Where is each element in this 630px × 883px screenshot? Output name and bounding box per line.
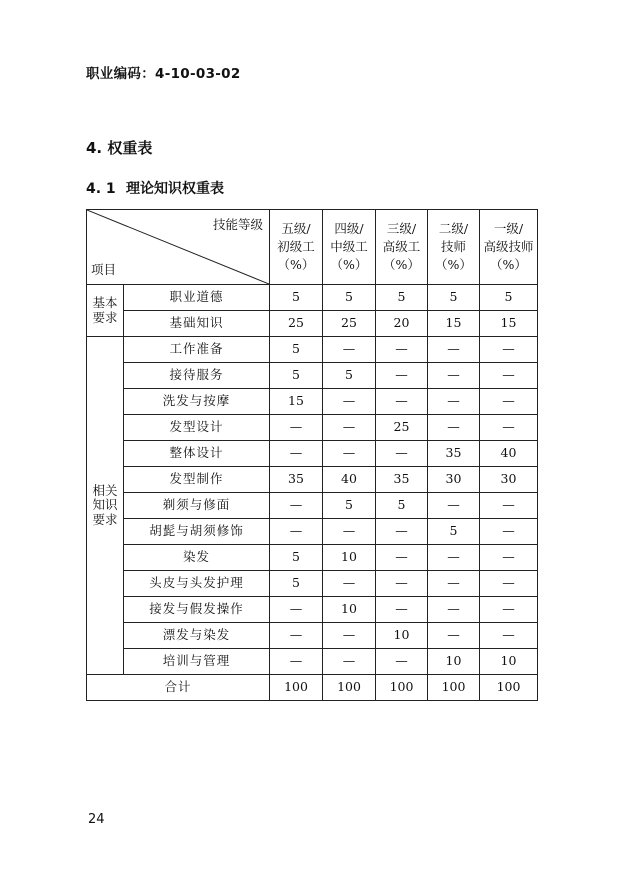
weight-cell: — (323, 571, 376, 597)
weight-cell: — (376, 571, 428, 597)
total-cell: 100 (270, 675, 323, 701)
level-header: 二级/ 技师 （%） (428, 210, 480, 285)
weight-cell: 25 (270, 311, 323, 337)
corner-label-skill-level: 技能等级 (212, 217, 263, 232)
weight-cell: — (428, 545, 480, 571)
item-name-cell: 发型设计 (124, 415, 270, 441)
weight-cell: 5 (376, 493, 428, 519)
weight-cell: — (376, 337, 428, 363)
weight-cell: — (428, 493, 480, 519)
weight-cell: — (323, 415, 376, 441)
table-row (87, 467, 538, 493)
table-row (87, 337, 538, 363)
weight-cell: — (323, 519, 376, 545)
total-cell: 100 (428, 675, 480, 701)
weight-cell: — (376, 389, 428, 415)
table-row (87, 415, 538, 441)
subsection-title: 理论知识权重表 (126, 181, 224, 197)
item-name-cell: 漂发与染发 (124, 623, 270, 649)
group-related-knowledge: 相关 知识 要求 (87, 337, 124, 675)
corner-label-item: 项目 (91, 261, 117, 277)
weight-cell: — (480, 337, 538, 363)
weight-cell: — (270, 597, 323, 623)
item-name-cell: 胡髭与胡须修饰 (124, 519, 270, 545)
weight-cell: — (428, 337, 480, 363)
weight-cell: — (376, 649, 428, 675)
table-row (87, 363, 538, 389)
total-label: 合计 (87, 675, 270, 701)
table-row (87, 649, 538, 675)
weight-cell: — (480, 571, 538, 597)
weight-cell: 5 (480, 285, 538, 311)
table-row (87, 311, 538, 337)
weight-cell: — (323, 441, 376, 467)
item-name-cell: 工作准备 (124, 337, 270, 363)
weight-cell: — (270, 649, 323, 675)
level-header: 三级/ 高级工 （%） (376, 210, 428, 285)
weight-cell: — (480, 493, 538, 519)
weight-cell: — (323, 337, 376, 363)
weight-cell: — (428, 623, 480, 649)
weight-cell: — (480, 545, 538, 571)
weight-cell: 5 (270, 285, 323, 311)
table-row (87, 389, 538, 415)
weight-cell: 5 (376, 285, 428, 311)
weight-cell: 10 (428, 649, 480, 675)
section-title: 4. 权重表 (86, 139, 153, 157)
weight-cell: 30 (480, 467, 538, 493)
item-name-cell: 整体设计 (124, 441, 270, 467)
weight-cell: — (323, 649, 376, 675)
weight-cell: 5 (270, 571, 323, 597)
item-name-cell: 职业道德 (124, 285, 270, 311)
weight-cell: — (480, 363, 538, 389)
weight-cell: — (376, 519, 428, 545)
weight-cell: — (480, 597, 538, 623)
item-name-cell: 染发 (124, 545, 270, 571)
item-name-cell: 基础知识 (124, 311, 270, 337)
weight-cell: — (480, 623, 538, 649)
weight-cell: 30 (428, 467, 480, 493)
weight-cell: 5 (428, 519, 480, 545)
weight-cell: 25 (323, 311, 376, 337)
weight-cell: 15 (270, 389, 323, 415)
table-row (87, 623, 538, 649)
weight-cell: — (376, 545, 428, 571)
table-header-row (87, 210, 538, 285)
weight-cell: 15 (428, 311, 480, 337)
total-row (87, 675, 538, 701)
weight-cell: — (428, 389, 480, 415)
weight-cell: 5 (270, 337, 323, 363)
weight-cell: 25 (376, 415, 428, 441)
item-name-cell: 洗发与按摩 (124, 389, 270, 415)
level-header: 一级/ 高级技师 （%） (480, 210, 538, 285)
weight-cell: 5 (323, 493, 376, 519)
total-cell: 100 (480, 675, 538, 701)
item-name-cell: 发型制作 (124, 467, 270, 493)
weight-cell: 5 (323, 363, 376, 389)
table-row (87, 519, 538, 545)
weight-cell: — (270, 441, 323, 467)
weight-cell: 35 (270, 467, 323, 493)
subsection-heading (86, 178, 224, 198)
weight-cell: — (270, 623, 323, 649)
weight-cell: 10 (480, 649, 538, 675)
weight-cell: — (480, 519, 538, 545)
weight-cell: 35 (428, 441, 480, 467)
weight-cell: — (376, 363, 428, 389)
weight-cell: 5 (270, 363, 323, 389)
weight-cell: 10 (323, 597, 376, 623)
weight-cell: 20 (376, 311, 428, 337)
occupation-code: 职业编码：4-10-03-02 (86, 66, 241, 82)
weight-cell: — (480, 415, 538, 441)
subsection-number: 4. 1 (86, 181, 116, 197)
table-row (87, 493, 538, 519)
weight-cell: — (376, 597, 428, 623)
page-number: 24 (88, 812, 105, 827)
diagonal-header-cell (87, 210, 270, 285)
table-row (87, 597, 538, 623)
weight-cell: — (428, 415, 480, 441)
weight-cell: 40 (323, 467, 376, 493)
total-cell: 100 (376, 675, 428, 701)
weight-cell: 10 (323, 545, 376, 571)
weight-cell: — (376, 441, 428, 467)
weight-cell: 5 (270, 545, 323, 571)
item-name-cell: 接待服务 (124, 363, 270, 389)
table-row (87, 545, 538, 571)
weight-cell: — (270, 493, 323, 519)
weight-cell: — (428, 571, 480, 597)
weight-cell: — (323, 389, 376, 415)
table-row (87, 441, 538, 467)
weight-cell: 5 (428, 285, 480, 311)
weight-cell: — (270, 519, 323, 545)
item-name-cell: 剃须与修面 (124, 493, 270, 519)
item-name-cell: 接发与假发操作 (124, 597, 270, 623)
weight-cell: 35 (376, 467, 428, 493)
weight-cell: — (428, 597, 480, 623)
table-row (87, 571, 538, 597)
group-basic-requirements: 基本 要求 (87, 285, 124, 337)
level-header: 五级/ 初级工 （%） (270, 210, 323, 285)
weight-cell: — (323, 623, 376, 649)
item-name-cell: 培训与管理 (124, 649, 270, 675)
table-row (87, 285, 538, 311)
weight-cell: 5 (323, 285, 376, 311)
weight-cell: — (480, 389, 538, 415)
weight-cell: 15 (480, 311, 538, 337)
item-name-cell: 头皮与头发护理 (124, 571, 270, 597)
weight-table (86, 209, 538, 701)
weight-cell: — (270, 415, 323, 441)
total-cell: 100 (323, 675, 376, 701)
weight-cell: 10 (376, 623, 428, 649)
level-header: 四级/ 中级工 （%） (323, 210, 376, 285)
weight-cell: 40 (480, 441, 538, 467)
weight-cell: — (428, 363, 480, 389)
